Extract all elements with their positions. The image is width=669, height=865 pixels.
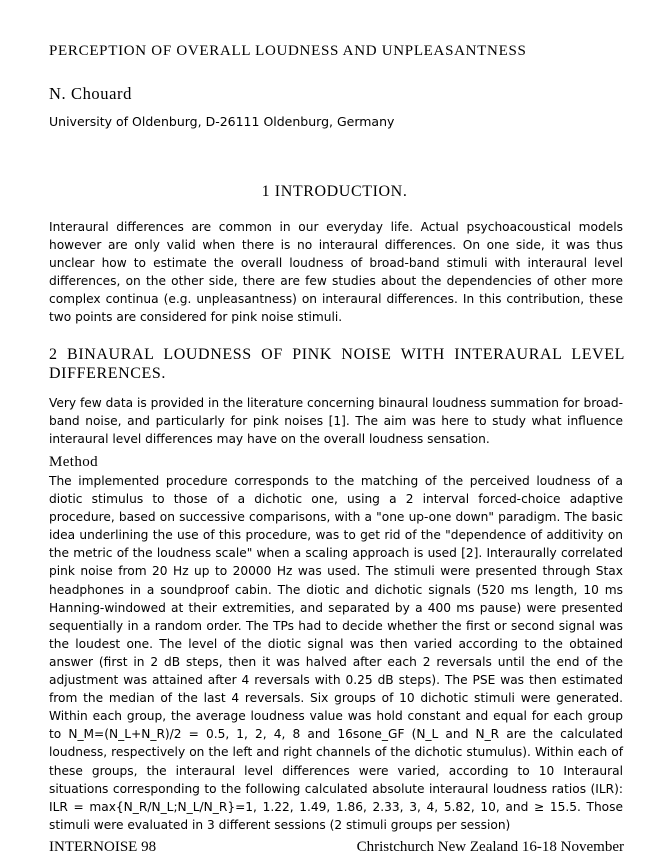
- paper-title: PERCEPTION OF OVERALL LOUDNESS AND UNPLEASANTNESS: [49, 43, 527, 59]
- section-heading-introduction: 1 INTRODUCTION.: [261, 183, 408, 200]
- method-paragraph: The implemented procedure corresponds to the matching of the perceived loudness of a diotic stimulus to those of a dichotic one, using a 2 interval forced-choice adaptive procedure, based on successive comparisons, with a "one up-one down" paradigm. The basic idea underlining the use of this procedure, was to get rid of the "dependence of additivity on the metric of the loudness scale" when a scaling approach is used [2]. Interaurally correlated pink noise from 20 Hz up to 20000 Hz was used. The stimuli were presented through Stax headphones in a soundproof cabin. The diotic and dichotic signals (520 ms length, 10 ms Hanning-windowed at their extremities, and separated by a 400 ms pause) were presented sequentially in a random order. The TPs had to decide whether the first or second signal was the loudest one. The level of the diotic signal was then varied according to the obtained answer (first in 2 dB steps, then it was halved after each 2 reversals until the end of the adjustment was attained after 4 reversals with 0.25 dB steps). The PSE was then estimated from the median of the last 4 reversals. Six groups of 10 dichotic stimuli were generated. Within each group, the average loudness value was hold constant and equal for each group to N_M=(N_L+N_R)/2 = 0.5, 1, 2, 4, 8 and 16sone_GF (N_L and N_R are the calculated loudness, respectively on the left and right channels of the dichotic stumulus). Within each of these groups, the interaural level differences were varied, according to 10 Interaural situations corresponding to the following calculated absolute interaural loudness ratios (ILR): ILR = max{N_R/N_L;N_L/N_R}=1, 1.22, 1.49, 1.86, 2.33, 3, 4, 5.82, 10, and ≥ 15.5. Those stimuli were evaluated in 3 different sessions (2 stimuli groups per session): [49, 474, 623, 832]
- section-heading-binaural-loudness: 2 BINAURAL LOUDNESS OF PINK NOISE WITH INTERAURAL LEVEL DIFFERENCES.: [49, 346, 625, 382]
- footer-location-date: Christchurch New Zealand 16-18 November: [356, 839, 624, 855]
- method-subheading: Method: [49, 454, 99, 470]
- introduction-paragraph: Interaural differences are common in our everyday life. Actual psychoacoustical models however are only valid when there is no interaural differences. On one side, it was thus unclear how to estimate the overall loudness of broad-band stimuli with interaural level differences, on the other side, there are few studies about the dependencies of other more complex continua (e.g. unpleasantness) on interaural differences. In this contribution, these two points are considered for pink noise stimuli.: [49, 220, 623, 325]
- author-affiliation: University of Oldenburg, D-26111 Oldenburg, Germany: [49, 114, 395, 129]
- binaural-loudness-paragraph: Very few data is provided in the literature concerning binaural loudness summation for broad-band noise, and particularly for pink noises [1]. The aim was here to study what influence interaural level differences may have on the overall loudness sensation.: [49, 396, 623, 447]
- footer-conference: INTERNOISE 98: [49, 839, 157, 855]
- author-name: N. Chouard: [49, 84, 132, 103]
